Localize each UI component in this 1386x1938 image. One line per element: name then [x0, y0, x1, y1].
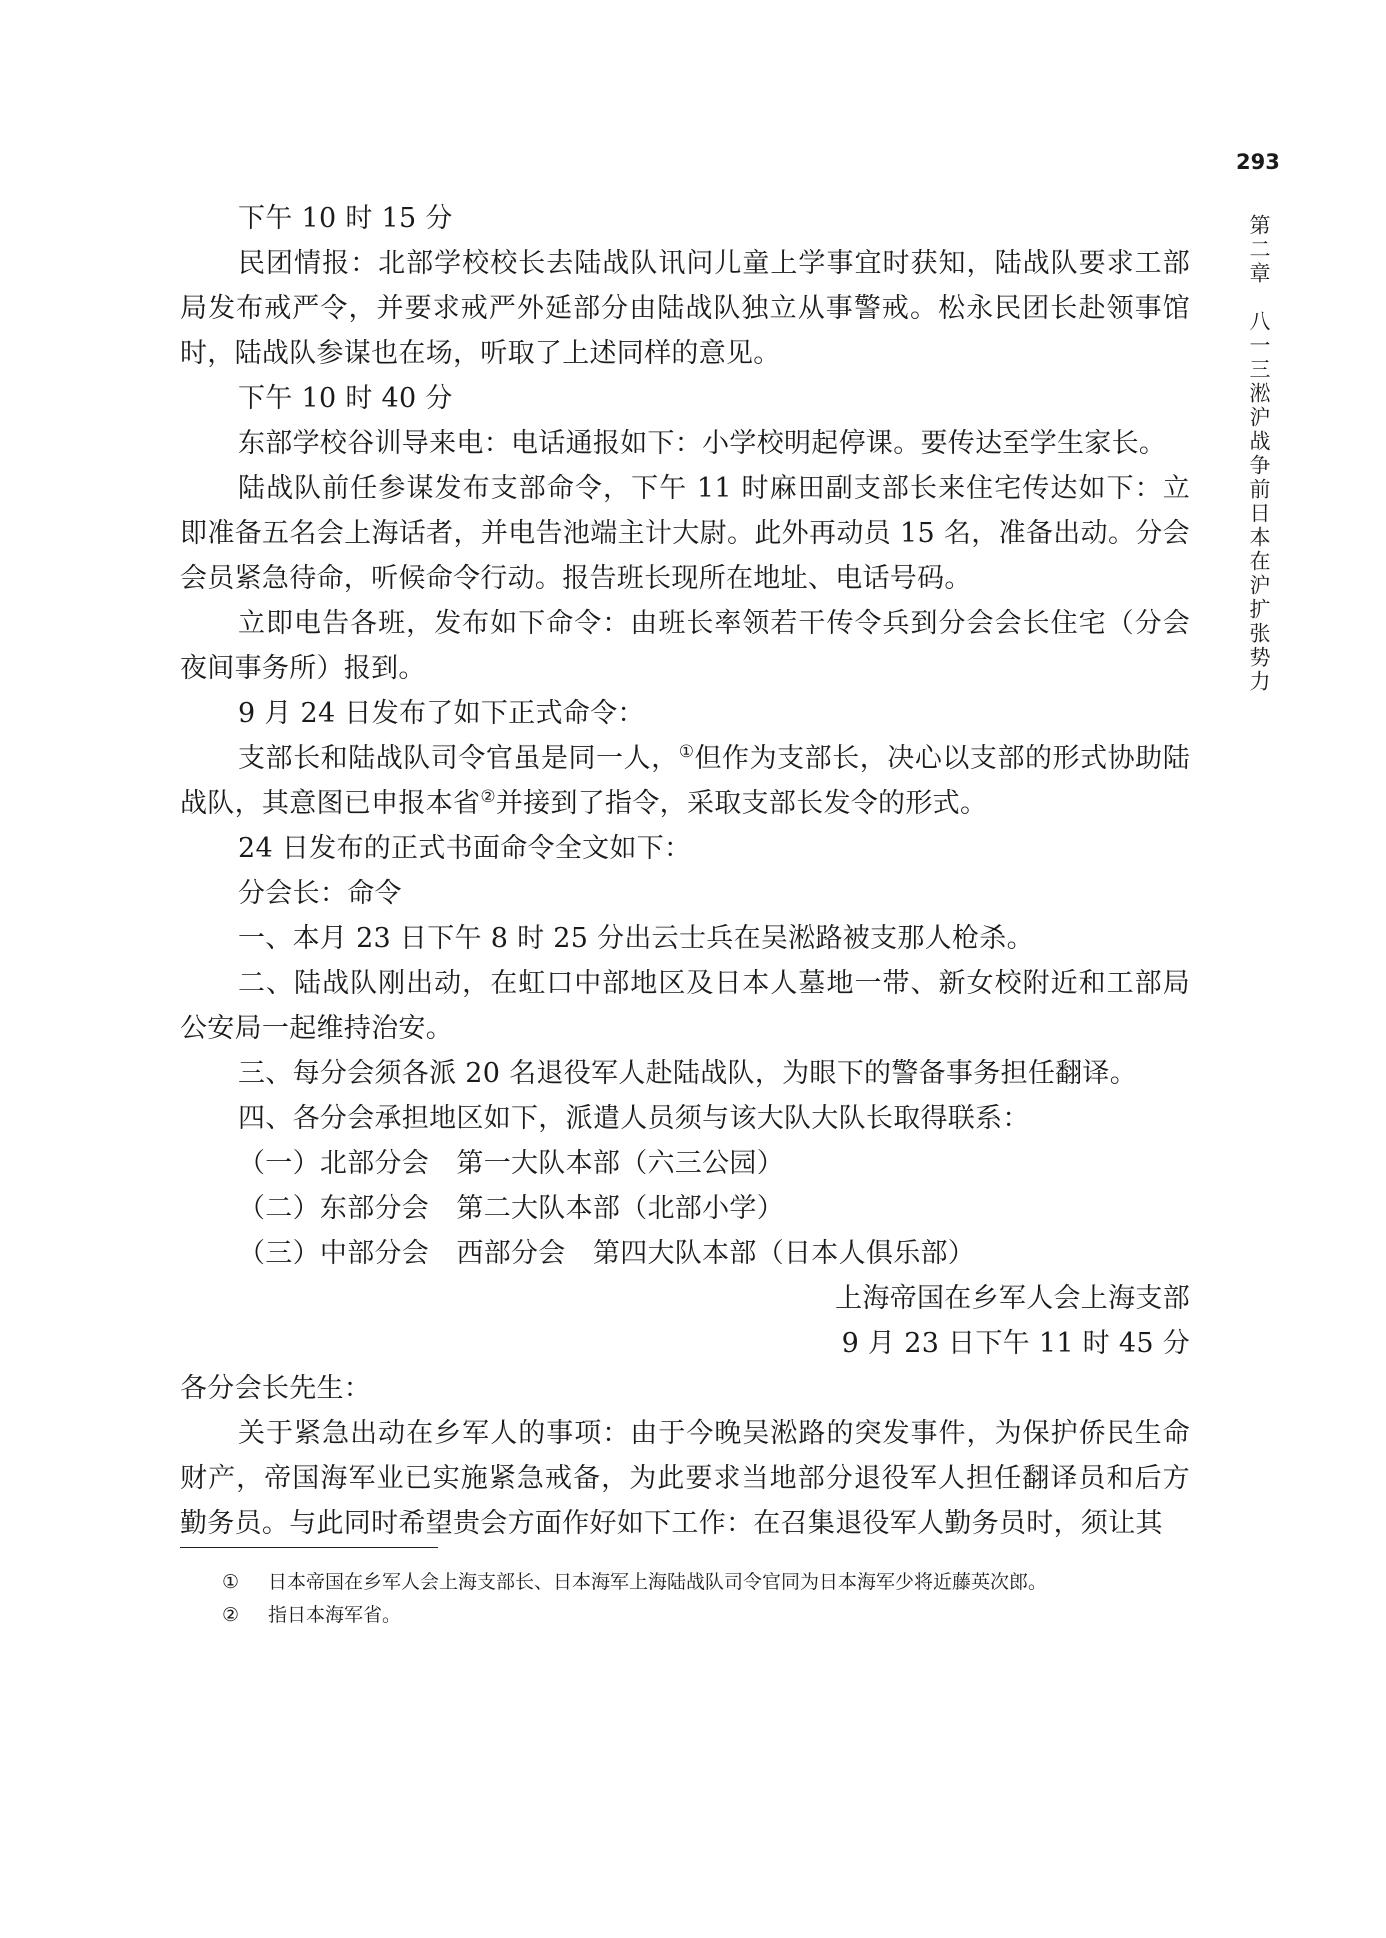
paragraph-segment: 但作为支部长，决心以支部的形式协助陆战队，其意图已申报本省 — [180, 743, 1191, 819]
order-item: 二、陆战队刚出动，在虹口中部地区及日本人墓地一带、新女校附近和工部局公安局一起维持治安。 — [180, 968, 1190, 1044]
time-heading: 下午 10 时 15 分 — [238, 203, 453, 234]
order-heading: 分会长：命令 — [238, 878, 402, 909]
paragraph: 立即电告各班，发布如下命令：由班长率领若干传令兵到分会会长住宅（分会夜间事务所）报到。 — [180, 608, 1190, 684]
signature-date: 9 月 23 日下午 11 时 45 分 — [841, 1328, 1190, 1359]
page-number: 293 — [1236, 150, 1280, 174]
paragraph: 关于紧急出动在乡军人的事项：由于今晚吴淞路的突发事件，为保护侨民生命财产，帝国海军业已实施紧急戒备，为此要求当地部分退役军人担任翻译员和后方勤务员。与此同时希望贵会方面作好如下工作：在召集退役军人勤务员时，须让其 — [180, 1418, 1190, 1539]
order-item: 一、本月 23 日下午 8 时 25 分出云士兵在吴淞路被支那人枪杀。 — [238, 923, 1034, 954]
paragraph: 陆战队前任参谋发布支部命令，下午 11 时麻田副支部长来住宅传达如下：立即准备五名会上海话者，并电告池端主计大尉。此外再动员 15 名，准备出动。分会会员紧急待命，听候命令行动。报告班长现所在地址、电话号码。 — [180, 473, 1190, 594]
paragraph-segment: 支部长和陆战队司令官虽是同一人， — [238, 743, 679, 774]
signature-organization: 上海帝国在乡军人会上海支部 — [835, 1283, 1190, 1314]
footnote-text: 指日本海军省。 — [268, 1604, 402, 1626]
assignment-item: （二）东部分会 第二大队本部（北部小学） — [238, 1193, 784, 1224]
footnote-marker: ② — [222, 1604, 240, 1626]
paragraph: 东部学校谷训导来电：电话通报如下：小学校明起停课。要传达至学生家长。 — [238, 428, 1167, 459]
salutation: 各分会长先生： — [180, 1373, 372, 1404]
footnote-marker: ① — [222, 1571, 240, 1593]
time-heading: 下午 10 时 40 分 — [238, 383, 453, 414]
paragraph: 24 日发布的正式书面命令全文如下： — [238, 833, 692, 864]
footnote-divider — [180, 1547, 438, 1548]
footnote-text: 日本帝国在乡军人会上海支部长、日本海军上海陆战队司令官同为日本海军少将近藤英次郎。 — [268, 1571, 1048, 1593]
paragraph-with-footnotes — [180, 736, 1190, 826]
order-item: 四、各分会承担地区如下，派遣人员须与该大队大队长取得联系： — [238, 1103, 1030, 1134]
running-head: 第二章 八一三淞沪战争前日本在沪扩张势力 — [1247, 214, 1271, 694]
footnote — [222, 1599, 1172, 1632]
assignment-item: （三）中部分会 西部分会 第四大队本部（日本人俱乐部） — [238, 1238, 976, 1269]
order-item: 三、每分会须各派 20 名退役军人赴陆战队，为眼下的警备事务担任翻译。 — [238, 1058, 1138, 1089]
assignment-item: （一）北部分会 第一大队本部（六三公园） — [238, 1148, 784, 1179]
body-text — [180, 196, 1190, 1546]
footnote-reference: ② — [480, 787, 496, 807]
paragraph: 9 月 24 日发布了如下正式命令： — [238, 698, 645, 729]
footnote-reference: ① — [678, 742, 695, 762]
paragraph-segment: 并接到了指令，采取支部长发令的形式。 — [495, 788, 988, 819]
footnotes — [222, 1566, 1172, 1632]
paragraph: 民团情报：北部学校校长去陆战队讯问儿童上学事宜时获知，陆战队要求工部局发布戒严令，并要求戒严外延部分由陆战队独立从事警戒。松永民团长赴领事馆时，陆战队参谋也在场，听取了上述同样的意见。 — [180, 248, 1190, 369]
footnote — [222, 1566, 1172, 1599]
